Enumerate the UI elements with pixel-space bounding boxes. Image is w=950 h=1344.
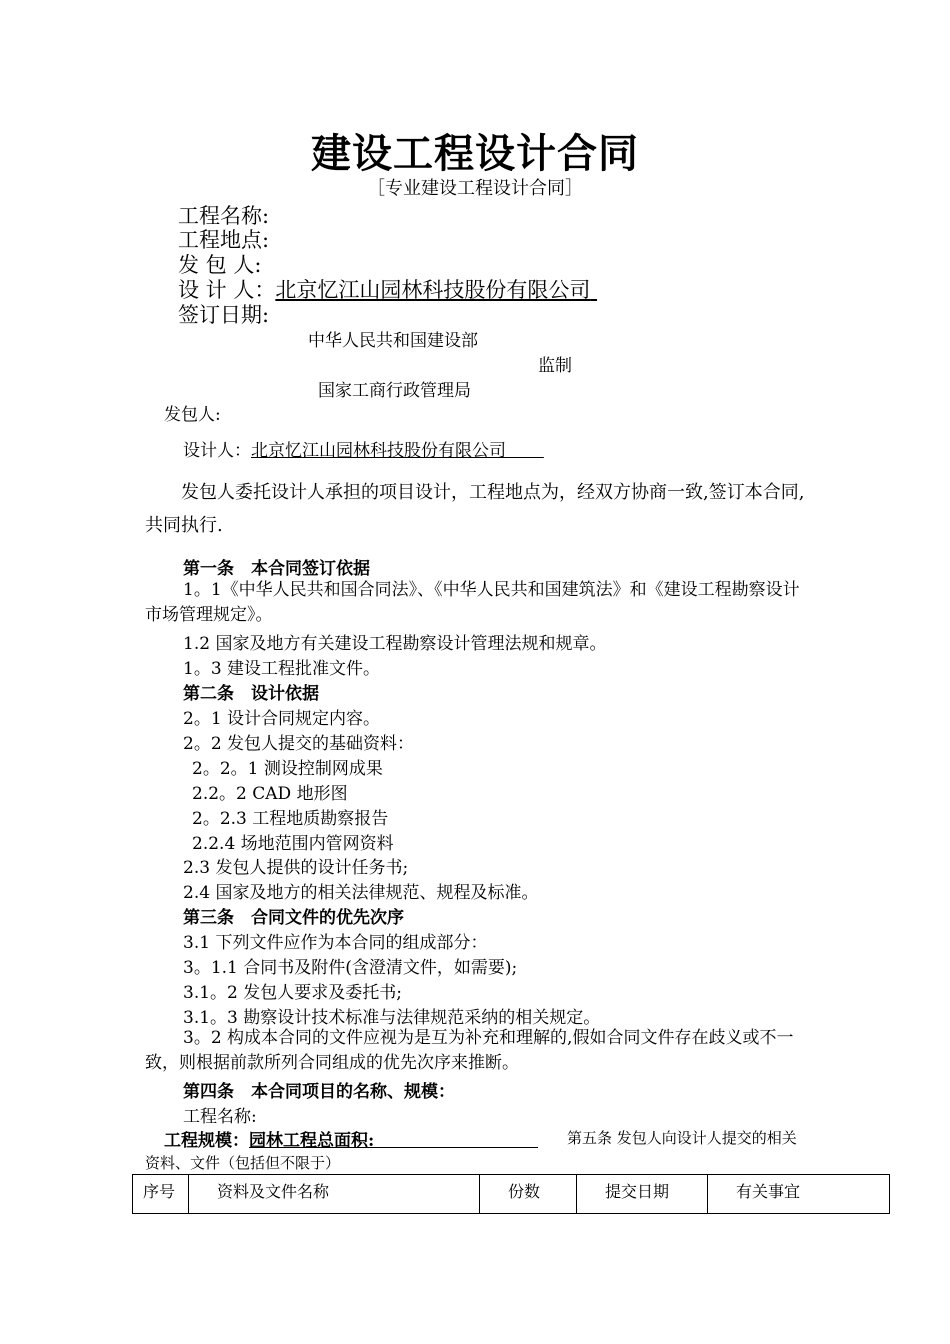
- scale-label: 工程规模：: [164, 1131, 249, 1151]
- article1-item: 1。1《中华人民共和国合同法》、《中华人民共和国建筑法》和《建设工程勘察设计市场管理规定》。: [145, 580, 800, 625]
- article3-heading: 第三条 合同文件的优先次序: [183, 908, 404, 928]
- table-header-date: 提交日期: [577, 1175, 708, 1214]
- cover-employer: 发 包 人:: [178, 253, 262, 277]
- ministry-name: 中华人民共和国建设部: [308, 331, 478, 351]
- supervise-label: 监制: [538, 356, 572, 376]
- table-header-row: [133, 1175, 890, 1214]
- scale-value-label: 园林工程总面积:: [249, 1131, 375, 1151]
- cover-project-name: 工程名称:: [178, 204, 270, 228]
- article2-item: 2.2.4 场地范围内管网资料: [192, 834, 394, 854]
- cover-sign-date: 签订日期:: [178, 303, 270, 327]
- party-designer: [183, 436, 544, 461]
- materials-table: [132, 1174, 890, 1214]
- cover-designer-value: 北京忆江山园林科技股份有限公司: [275, 278, 591, 302]
- article2-item: 2。2。1 测设控制网成果: [192, 759, 383, 779]
- article3-item: 3.1 下列文件应作为本合同的组成部分：: [183, 933, 488, 953]
- article2-heading: 第二条 设计依据: [183, 684, 319, 704]
- table-header-notes: 有关事宜: [708, 1175, 890, 1214]
- article4-heading: 第四条 本合同项目的名称、规模：: [183, 1082, 455, 1102]
- article2-item: 2.4 国家及地方的相关法律规范、规程及标准。: [183, 883, 539, 903]
- article3-item: 3.1。3 勘察设计技术标准与法律规范采纳的相关规定。: [183, 1008, 601, 1028]
- article1-item: 1.2 国家及地方有关建设工程勘察设计管理法规和规章。: [183, 634, 607, 654]
- table-header-index: 序号: [133, 1175, 189, 1214]
- article1-heading: 第一条 本合同签订依据: [183, 559, 370, 579]
- article2-item: 2.2。2 CAD 地形图: [192, 784, 348, 804]
- article5-text: 第五条 发包人向设计人提交的相关资料、文件（包括但不限于）: [145, 1129, 797, 1172]
- party-designer-value: 北京忆江山园林科技股份有限公司: [251, 441, 506, 461]
- article2-item: 2。2 发包人提交的基础资料：: [183, 734, 415, 754]
- article3-item: 3。2 构成本合同的文件应视为是互为补充和理解的,假如合同文件存在歧义或不一致，则根据前款所列合同组成的优先次序来推断。: [145, 1028, 794, 1073]
- document-subtitle: ［专业建设工程设计合同］: [367, 178, 583, 199]
- article3-item: 3。1.1 合同书及附件(含澄清文件，如需要);: [183, 958, 518, 978]
- cover-designer-label: 设 计 人：: [178, 278, 276, 302]
- document-title: 建设工程设计合同: [311, 130, 639, 177]
- party-employer: 发包人:: [164, 405, 221, 425]
- table-header-name: 资料及文件名称: [189, 1175, 480, 1214]
- table-header-copies: 份数: [480, 1175, 577, 1214]
- article4-project-name: 工程名称:: [183, 1107, 257, 1127]
- article1-item: 1。3 建设工程批准文件。: [183, 659, 381, 679]
- article2-item: 2。2.3 工程地质勘察报告: [192, 809, 389, 829]
- article3-item: 3.1。2 发包人要求及委托书;: [183, 983, 402, 1003]
- party-designer-label: 设计人：: [183, 441, 251, 461]
- intro-paragraph: 发包人委托设计人承担的项目设计，工程地点为，经双方协商一致,签订本合同,共同执行.: [145, 482, 805, 536]
- cover-project-location: 工程地点:: [178, 228, 270, 252]
- bureau-name: 国家工商行政管理局: [318, 381, 471, 401]
- article2-item: 2.3 发包人提供的设计任务书;: [183, 858, 409, 878]
- article2-item: 2。1 设计合同规定内容。: [183, 709, 381, 729]
